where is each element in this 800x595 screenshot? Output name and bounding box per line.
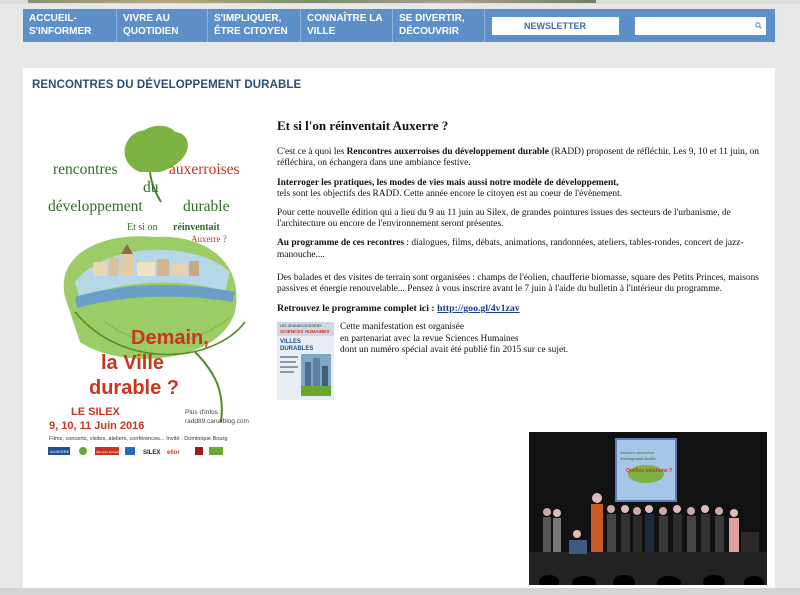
poster-activities: Films, concerts, visites, ateliers, conférences... Invité : Dominique Bourg (49, 436, 228, 442)
program-link-line: Retrouvez le programme complet ici : http://goo.gl/4v1zav (277, 303, 520, 315)
poster-auxerroises: auxerroises (169, 161, 240, 178)
poster-demain: Demain, (131, 327, 209, 349)
article-paragraph-4: Au programme de ces recontres : dialogues, films, débats, animations, randonnées, ateliers, tables-rondes, concert de jazz-manouche.... (277, 238, 744, 260)
poster-ville: la Ville (101, 352, 165, 374)
magazine-title2: DURABLES (280, 346, 314, 353)
article-heading: Et si l'on réinventait Auxerre ? (277, 118, 449, 133)
sponsor-logos (48, 447, 223, 456)
search-icon[interactable] (755, 20, 762, 31)
newsletter-container (485, 9, 625, 42)
screen-line1: rencontres auxerroises (620, 451, 655, 455)
nav-item-impliquer[interactable]: S'IMPLIQUER, ÊTRE CITOYEN (208, 9, 301, 42)
search-container (625, 9, 775, 42)
header-image-fragment (28, 0, 596, 3)
poster-developpement: développement (48, 198, 143, 215)
logo-auxerre: AUXERRE (50, 449, 70, 454)
article-paragraph-2: Interroger les pratiques, les modes de vies mais aussi notre modèle de développement, tels sont les objectifs des RADD. Cette année encore le citoyen est au coeur de l'évènement. (277, 177, 623, 199)
projection-screen (615, 438, 677, 502)
article-paragraph-3: Pour cette nouvelle édition qui a lieu du 9 au 11 juin au Silex, de grandes pointures issues des secteurs de l'urbanisme, de l'architecture ou encore de l'environnement seront présentes. (277, 208, 731, 230)
nav-item-accueil[interactable]: ACCUEIL-S'INFORMER (23, 9, 117, 42)
partner-text (340, 322, 568, 400)
event-photo (529, 432, 767, 585)
article-paragraph-5: Des balades et des visites de terrain sont organisées : champs de l'éolien, chaufferie biomasse, square des Petits Princes, maisons passives et énergie renouvelable... Pensez à vous inscrire avant le 7 juin à l'aide du bulletin à l'intérieur du programme. (277, 272, 759, 295)
program-link[interactable]: http://goo.gl/4v1zav (437, 303, 520, 315)
poster-plusinfos: Plus d'infos : (185, 409, 222, 416)
magazine-title1: VILLES (280, 339, 302, 346)
logo-elior: elior (167, 450, 180, 456)
poster-durable: durable (183, 198, 230, 215)
logo-silex: SILEX (143, 450, 161, 456)
bottom-strip (0, 588, 800, 595)
logo-sciences-humaines: Sciences Humaines (96, 450, 123, 454)
partner-line-3: dont un numéro spécial avait été publié fin 2015 sur ce sujet. (340, 344, 569, 355)
section-title: RENCONTRES DU DÉVELOPPEMENT DURABLE (32, 79, 302, 91)
nav-item-divertir[interactable]: SE DIVERTIR, DÉCOUVRIR (393, 9, 485, 42)
screen-line2: développement durable (620, 457, 656, 461)
article (277, 120, 765, 400)
search-box (635, 17, 766, 35)
nav-item-vivre[interactable]: VIVRE AU QUOTIDIEN (117, 9, 208, 42)
event-poster (45, 122, 259, 460)
magazine-cover (277, 322, 334, 400)
poster-lesilex: LE SILEX (71, 406, 120, 418)
poster-blog: radd89.canalblog.com (185, 418, 249, 425)
poster-etsi: Et si on (127, 222, 158, 233)
partner-line-2: en partenariat avec la revue Sciences Humaines (340, 333, 519, 344)
magazine-brand: SCIENCES HUMAINES (280, 329, 330, 335)
top-image-strip (0, 0, 800, 4)
magazine-top: LES GRANDS DOSSIERS (280, 324, 322, 329)
newsletter-button[interactable]: NEWSLETTER (492, 17, 619, 35)
poster-dates: 9, 10, 11 Juin 2016 (49, 420, 145, 432)
partner-block (277, 322, 765, 400)
main-content (23, 68, 775, 588)
nav-item-connaitre[interactable]: CONNAÎTRE LA VILLE (301, 9, 393, 42)
poster-reinventait: réinventait (173, 222, 220, 233)
poster-rencontres: rencontres (53, 161, 118, 178)
screen-line3: Quelles solutions ? (626, 468, 673, 474)
search-input[interactable] (635, 18, 755, 34)
poster-durable-question: durable ? (89, 377, 180, 399)
article-paragraph-1: C'est ce à quoi les Rencontres auxerroises du développement durable (RADD) proposent de réfléchir. Les 9, 10 et 11 juin, on réfléchira, on échangera dans une ambiance festive. (277, 147, 759, 169)
poster-du: du (143, 179, 159, 196)
main-navigation (23, 9, 775, 42)
partner-line-1: Cette manifestation est organisée (340, 322, 465, 333)
poster-auxerre: Auxerre ? (191, 234, 227, 244)
